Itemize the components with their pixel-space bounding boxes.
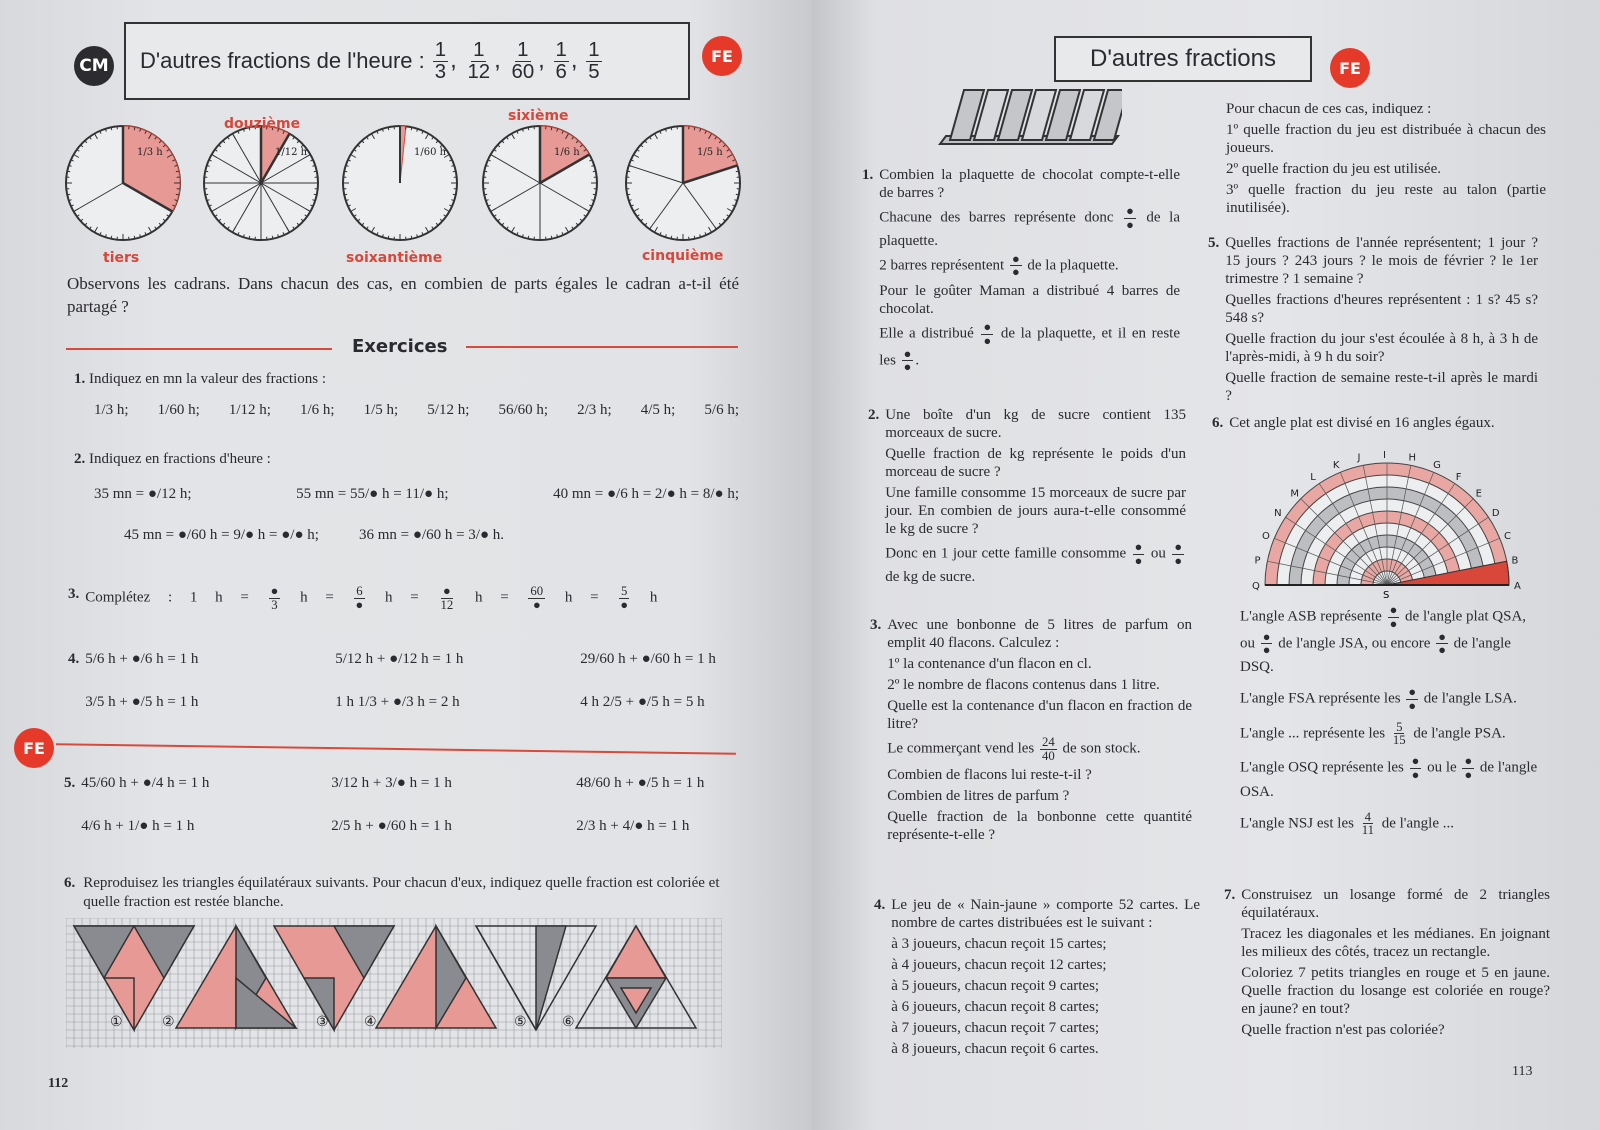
math-expression: à 7 joueurs, chacun reçoit 7 cartes; bbox=[891, 1020, 1100, 1036]
math-expression: Quelle fraction de semaine reste-t-il après le mardi ? bbox=[1225, 370, 1538, 404]
triangles-grid bbox=[66, 918, 722, 1048]
math-expression: 2 barres représentent $\frac{●}{●}$ de la plaquette. bbox=[879, 251, 1119, 280]
angle-letter: K bbox=[1332, 459, 1340, 471]
tick-mark bbox=[671, 236, 672, 239]
exercise-number: 7. bbox=[1224, 887, 1236, 903]
exercise-number: 3. bbox=[870, 617, 882, 633]
fraction: $\frac{24}{40}$ bbox=[1042, 735, 1055, 763]
math-expression: 48/60 h + ●/5 h = 1 h bbox=[576, 775, 705, 791]
math-expression: 2/5 h + ●/60 h = 1 h bbox=[331, 818, 452, 834]
triangle-number: ⑤ bbox=[514, 1015, 527, 1030]
equation-row bbox=[85, 650, 738, 669]
math-expression: Elle a distribué $\frac{●}{●}$ de la plaquette, et il en reste les $\frac{●}{●}$ . bbox=[879, 320, 1181, 375]
math-expression: 1º quelle fraction du jeu est distribuée à chacun des joueurs. bbox=[1226, 122, 1546, 156]
fraction: $\frac{60}{●}$ bbox=[530, 584, 544, 612]
tick-mark bbox=[551, 236, 552, 239]
angle-letter: P bbox=[1254, 555, 1261, 567]
tick-mark bbox=[694, 127, 695, 130]
math-expression: 55 mn = 55/● h = 11/● h; bbox=[296, 486, 449, 502]
math-expression: 1/12 h; bbox=[228, 402, 271, 418]
math-expression: Quelle fraction de la bonbonne cette quantité représente-t-elle ? bbox=[887, 808, 1192, 843]
dial-label-soixantieme: soixantième bbox=[346, 250, 443, 266]
math-expression: Quelles fractions de l'année représentent; 1 jour ? 15 jours ? 243 jours ? le mois de février ? le 1er trimestre ? 1 semaine ? bbox=[1225, 235, 1538, 287]
tick-mark bbox=[67, 171, 70, 172]
tick-mark bbox=[528, 236, 529, 239]
semicircle-angle-diagram bbox=[1252, 450, 1522, 600]
center-letter: S bbox=[1383, 590, 1390, 600]
fraction: $\frac{●}{●}$ bbox=[983, 320, 992, 348]
clock-dial bbox=[204, 126, 318, 240]
exercise-3 bbox=[68, 585, 738, 612]
math-expression: Combien la plaquette de chocolat compte-t-elle de barres ? bbox=[879, 167, 1180, 201]
dial-fraction: 1/12 h bbox=[275, 147, 308, 158]
cm-badge: CM bbox=[74, 46, 114, 86]
triangle-number: ⑥ bbox=[562, 1015, 575, 1030]
angle-letter: B bbox=[1511, 555, 1519, 567]
math-expression: 4 h 2/5 + ●/5 h = 5 h bbox=[580, 694, 705, 710]
triangle-number: ④ bbox=[364, 1015, 377, 1030]
math-expression: 1 h 1/3 + ●/3 h = 2 h bbox=[335, 694, 460, 710]
math-expression: 1/3 h; bbox=[94, 402, 129, 418]
page-number: 112 bbox=[48, 1076, 69, 1091]
tick-mark bbox=[453, 194, 456, 195]
math-expression: Le jeu de « Nain-jaune » comporte 52 cartes. Le nombre de cartes distribuées est le suivant : bbox=[891, 897, 1200, 931]
exercise-1 bbox=[862, 166, 1180, 377]
tick-mark bbox=[453, 171, 456, 172]
triangle-number: ① bbox=[110, 1015, 123, 1030]
exercise-2 bbox=[868, 406, 1186, 589]
angle-letter: N bbox=[1274, 508, 1282, 520]
tick-mark bbox=[176, 194, 179, 195]
exercise-2 bbox=[74, 450, 739, 545]
exercise-number: 4. bbox=[68, 651, 80, 667]
tick-mark bbox=[388, 127, 389, 130]
exercise-6-questions bbox=[1240, 604, 1540, 845]
math-expression: Quelle fraction de kg représente le poids d'un morceau de sucre ? bbox=[885, 446, 1186, 480]
math-expression: Tracez les diagonales et les médianes. En joignant les milieux des côtés, tracez un rectangle. bbox=[1241, 926, 1550, 960]
math-expression: à 8 joueurs, chacun reçoit 6 cartes. bbox=[891, 1041, 1099, 1057]
exercise-number: 5. bbox=[1208, 235, 1220, 251]
exercise-number: 2. bbox=[74, 451, 86, 467]
math-expression: Combien de litres de parfum ? bbox=[887, 787, 1070, 804]
math-expression: 3º quelle fraction du jeu reste au talon (partie inutilisée). bbox=[1226, 182, 1546, 216]
fraction: $\frac{1}{12}$ bbox=[467, 39, 491, 83]
exercise-5 bbox=[1208, 234, 1538, 408]
clock-dial bbox=[343, 126, 457, 240]
math-expression: Pour chacun de ces cas, indiquez : bbox=[1226, 101, 1432, 117]
math-expression: 45 mn = ●/60 h = 9/● h = ●/● h; bbox=[124, 527, 319, 543]
tick-mark bbox=[176, 171, 179, 172]
math-expression: Coloriez 7 petits triangles en rouge et 5 en jaune. Quelle fraction du losange est coloriée en rouge? en jaune? en tout? bbox=[1241, 965, 1550, 1017]
tick-mark bbox=[134, 127, 135, 130]
fraction: $\frac{1}{5}$ bbox=[588, 39, 600, 83]
tick-mark bbox=[694, 236, 695, 239]
tick-mark bbox=[484, 194, 487, 195]
fraction: $\frac{●}{●}$ bbox=[903, 346, 912, 375]
divider bbox=[66, 348, 332, 350]
tick-mark bbox=[344, 194, 347, 195]
exercise-text: Indiquez en fractions d'heure : bbox=[89, 451, 271, 467]
fraction: $\frac{●}{●}$ bbox=[1389, 603, 1398, 631]
math-expression: 4/6 h + 1/● h = 1 h bbox=[81, 818, 195, 834]
angle-letter: C bbox=[1504, 530, 1512, 542]
dial-label-douzieme: douzième bbox=[224, 116, 301, 132]
math-expression: 1º la contenance d'un flacon en cl. bbox=[887, 656, 1092, 672]
math-expression: Combien de flacons lui reste-t-il ? bbox=[887, 766, 1092, 783]
tick-mark bbox=[551, 127, 552, 130]
tick-mark bbox=[671, 127, 672, 130]
math-expression: L'angle ASB représente $\frac{●}{●}$ de l'angle plat QSA, ou $\frac{●}{●}$ de l'angle JSA, ou encore $\frac{●}{●}$ de l'angle DSQ. bbox=[1240, 603, 1527, 675]
angle-letter: D bbox=[1491, 508, 1500, 520]
math-expression: 40 mn = ●/6 h = 2/● h = 8/● h; bbox=[553, 486, 739, 502]
angle-letter: M bbox=[1290, 488, 1300, 500]
fe-badge: FE bbox=[1330, 48, 1370, 88]
math-expression: 45/60 h + ●/4 h = 1 h bbox=[81, 775, 210, 791]
tick-mark bbox=[111, 127, 112, 130]
angle-letter: Q bbox=[1252, 581, 1260, 592]
tick-mark bbox=[411, 236, 412, 239]
fraction: $\frac{●}{●}$ bbox=[1438, 629, 1446, 658]
angle-letter: F bbox=[1455, 472, 1462, 484]
fraction: $\frac{1}{3}$ bbox=[434, 39, 447, 83]
dial-fraction: 1/5 h bbox=[697, 147, 723, 158]
fraction: $\frac{●}{●}$ bbox=[1126, 204, 1134, 232]
exercise-text: Reproduisez les triangles équilatéraux suivants. Pour chacun d'eux, indiquez quelle fraction est coloriée et quelle fraction est restée blanche. bbox=[83, 875, 720, 910]
dial-fraction: 1/3 h bbox=[137, 147, 163, 158]
tick-mark bbox=[736, 194, 739, 195]
divider bbox=[56, 743, 736, 754]
math-expression: 5/6 h; bbox=[704, 402, 739, 418]
math-expression: Une famille consomme 15 morceaux de sucre par jour. En combien de jours aura-t-elle consommé le kg de sucre ? bbox=[885, 485, 1186, 537]
math-expression: à 6 joueurs, chacun reçoit 8 cartes; bbox=[891, 999, 1100, 1015]
math-expression: Chacune des barres représente donc $\frac{●}{●}$ de la plaquette. bbox=[879, 204, 1180, 249]
tick-mark bbox=[593, 171, 596, 172]
fraction: $\frac{●}{●}$ bbox=[1411, 754, 1420, 782]
dial-fraction: 1/60 h bbox=[414, 147, 447, 158]
exercise-5 bbox=[64, 774, 738, 860]
exercise-number: 2. bbox=[868, 407, 880, 423]
tick-mark bbox=[411, 127, 412, 130]
angle-letter: L bbox=[1310, 472, 1316, 484]
exercise-7 bbox=[1224, 886, 1550, 1042]
math-expression: 2/3 h + 4/● h = 1 h bbox=[576, 818, 690, 834]
page-title bbox=[124, 22, 690, 100]
math-expression: 29/60 h + ●/60 h = 1 h bbox=[580, 651, 716, 667]
math-expression: Cet angle plat est divisé en 16 angles égaux. bbox=[1229, 415, 1495, 431]
fraction: $\frac{●}{●}$ bbox=[1134, 540, 1143, 568]
math-expression: 1/6 h; bbox=[299, 402, 335, 418]
exercise-number: 6. bbox=[1212, 415, 1224, 431]
clock-dial bbox=[483, 126, 597, 240]
tick-mark bbox=[736, 171, 739, 172]
clock-dial bbox=[66, 126, 180, 240]
exercise-1 bbox=[74, 370, 739, 420]
math-expression: Avec une bonbonne de 5 litres de parfum on emplit 40 flacons. Calculez : bbox=[887, 617, 1192, 651]
fraction: $\frac{4}{11}$ bbox=[1361, 809, 1374, 838]
fraction: $\frac{1}{6}$ bbox=[555, 39, 567, 83]
math-expression: L'angle OSQ représente les $\frac{●}{●}$ ou le $\frac{●}{●}$ de l'angle OSA. bbox=[1240, 754, 1538, 800]
exercise-number: 1. bbox=[74, 371, 86, 387]
math-expression: 2º le nombre de flacons contenus dans 1 litre. bbox=[887, 677, 1160, 693]
angle-letter: J bbox=[1357, 452, 1361, 464]
angle-letter: O bbox=[1261, 530, 1270, 542]
fraction: $\frac{●}{●}$ bbox=[1464, 754, 1473, 782]
math-expression: L'angle FSA représente les $\frac{●}{●}$ de l'angle LSA. bbox=[1240, 685, 1517, 713]
math-expression: 5/12 h + ●/12 h = 1 h bbox=[335, 651, 464, 667]
exercise-4 bbox=[874, 896, 1200, 1061]
math-expression: Quelle fraction n'est pas coloriée? bbox=[1241, 1022, 1445, 1038]
math-expression: Donc en 1 jour cette famille consomme $\frac{●}{●}$ ou $\frac{●}{●}$ de kg de sucre. bbox=[885, 540, 1183, 585]
dial-label-tiers: tiers bbox=[103, 250, 140, 266]
angle-letter: E bbox=[1475, 488, 1482, 500]
fraction: $\frac{1}{60}$ bbox=[511, 39, 535, 83]
chocolate-bar-illustration bbox=[932, 84, 1122, 150]
right-page bbox=[812, 0, 1600, 1130]
equation-row bbox=[81, 817, 738, 836]
math-expression: à 5 joueurs, chacun reçoit 9 cartes; bbox=[891, 978, 1100, 994]
fraction: $\frac{●}{●}$ bbox=[1262, 629, 1271, 658]
fraction: $\frac{●}{●}$ bbox=[1408, 685, 1417, 713]
divider bbox=[466, 346, 738, 348]
dial-label-cinquieme: cinquième bbox=[642, 248, 724, 264]
tick-mark bbox=[314, 171, 317, 172]
math-expression: Quelle est la contenance d'un flacon en fraction de litre? bbox=[887, 698, 1192, 732]
angle-letter: I bbox=[1383, 450, 1386, 461]
clock-dial bbox=[626, 126, 740, 240]
math-expression: 1/60 h; bbox=[157, 402, 200, 418]
math-expression: 36 mn = ●/60 h = 3/● h. bbox=[358, 527, 505, 543]
page-title: D'autres fractions bbox=[1054, 36, 1312, 82]
math-expression: 5/12 h; bbox=[427, 402, 470, 418]
fe-badge: FE bbox=[14, 728, 54, 768]
math-expression: 35 mn = ●/12 h; bbox=[94, 486, 192, 502]
tick-mark bbox=[205, 194, 208, 195]
triangle-number: ② bbox=[162, 1015, 175, 1030]
exercise-text: Complétez : 1 h = $\frac{●}{3}$ h = $\frac{6}{●}$ h = $\frac{●}{12}$ h = $\frac{60}{●}$ h = $\frac{5}{●}$ h bbox=[85, 584, 658, 612]
math-expression: 2º quelle fraction du jeu est utilisée. bbox=[1226, 161, 1442, 177]
math-expression: L'angle ... représente les $\frac{5}{15}$ de l'angle PSA. bbox=[1240, 719, 1506, 748]
tick-mark bbox=[272, 236, 273, 239]
tick-mark bbox=[593, 194, 596, 195]
exercise-4 bbox=[68, 650, 738, 736]
math-expression: Quelles fractions d'heures représentent : 1 s? 45 s? 548 s? bbox=[1225, 292, 1538, 326]
tick-mark bbox=[627, 171, 630, 172]
tick-mark bbox=[484, 171, 487, 172]
math-expression: 3/12 h + 3/● h = 1 h bbox=[331, 775, 452, 791]
exercise-number: 6. bbox=[64, 875, 76, 891]
angle-letter: H bbox=[1408, 452, 1417, 464]
math-expression: Quelle fraction du jour s'est écoulée à 8 h, à 3 h de l'après-midi, à 9 h du soir? bbox=[1225, 331, 1538, 365]
fraction: $\frac{5}{●}$ bbox=[620, 584, 629, 612]
math-expression: 2/3 h; bbox=[577, 402, 612, 418]
angle-letter: G bbox=[1433, 459, 1441, 471]
math-expression: Construisez un losange formé de 2 triangles équilatéraux. bbox=[1241, 887, 1550, 921]
equation-row bbox=[81, 774, 738, 793]
math-expression: Une boîte d'un kg de sucre contient 135 morceaux de sucre. bbox=[885, 407, 1186, 441]
fraction: $\frac{●}{3}$ bbox=[270, 584, 279, 612]
tick-mark bbox=[205, 171, 208, 172]
exercise-number: 4. bbox=[874, 897, 886, 913]
title-text: D'autres fractions de l'heure : bbox=[140, 48, 425, 73]
math-expression: Pour le goûter Maman a distribué 4 barres de chocolat. bbox=[879, 283, 1180, 317]
exercises-heading: Exercices bbox=[352, 336, 448, 357]
angle-letter: A bbox=[1514, 581, 1521, 592]
tick-mark bbox=[388, 236, 389, 239]
title-fractions: $\frac{1}{3}$ , $\frac{1}{12}$ , $\frac{1}{60}$ , $\frac{1}{6}$ , $\frac{1}{5}$ bbox=[434, 39, 600, 83]
math-expression: à 3 joueurs, chacun reçoit 15 cartes; bbox=[891, 936, 1107, 952]
tick-mark bbox=[134, 236, 135, 239]
tick-mark bbox=[528, 127, 529, 130]
fraction: $\frac{●}{●}$ bbox=[1174, 540, 1183, 568]
dial-label-sixieme: sixième bbox=[508, 108, 569, 124]
fraction: $\frac{6}{●}$ bbox=[355, 584, 364, 612]
math-expression: 3/5 h + ●/5 h = 1 h bbox=[85, 694, 199, 710]
exercise-3 bbox=[870, 616, 1192, 847]
dial-fraction: 1/6 h bbox=[554, 147, 580, 158]
tick-mark bbox=[111, 236, 112, 239]
fraction: $\frac{●}{●}$ bbox=[1011, 251, 1020, 280]
fraction: $\frac{5}{15}$ bbox=[1392, 719, 1406, 748]
fe-badge: FE bbox=[702, 36, 742, 76]
tick-mark bbox=[249, 236, 250, 239]
exercise-number: 3. bbox=[68, 586, 80, 602]
exercise-number: 5. bbox=[64, 775, 76, 791]
page-number: 113 bbox=[1512, 1064, 1533, 1079]
tick-mark bbox=[344, 171, 347, 172]
math-expression: 4/5 h; bbox=[640, 402, 676, 418]
exercise-number: 1. bbox=[862, 167, 874, 183]
math-expression: L'angle NSJ est les $\frac{4}{11}$ de l'angle ... bbox=[1240, 809, 1454, 838]
exercise-4-continued bbox=[1226, 100, 1546, 220]
math-expression: à 4 joueurs, chacun reçoit 12 cartes; bbox=[891, 957, 1107, 973]
math-expression: Le commerçant vend les $\frac{24}{40}$ de son stock. bbox=[887, 735, 1141, 763]
exercise-6 bbox=[64, 874, 736, 912]
tick-mark bbox=[314, 194, 317, 195]
math-expression: 5/6 h + ●/6 h = 1 h bbox=[85, 651, 199, 667]
triangle-number: ③ bbox=[316, 1015, 329, 1030]
tick-mark bbox=[67, 194, 70, 195]
tick-mark bbox=[627, 194, 630, 195]
math-expression: 1/5 h; bbox=[363, 402, 399, 418]
math-expression: 56/60 h; bbox=[498, 402, 549, 418]
exercise-6 bbox=[1212, 414, 1542, 432]
exercise-text: Indiquez en mn la valeur des fractions : bbox=[89, 371, 326, 387]
fraction: $\frac{●}{12}$ bbox=[440, 584, 454, 612]
equation-row bbox=[85, 693, 738, 712]
intro-text: Observons les cadrans. Dans chacun des cas, en combien de parts égales le cadran a-t-il été partagé ? bbox=[67, 274, 739, 316]
